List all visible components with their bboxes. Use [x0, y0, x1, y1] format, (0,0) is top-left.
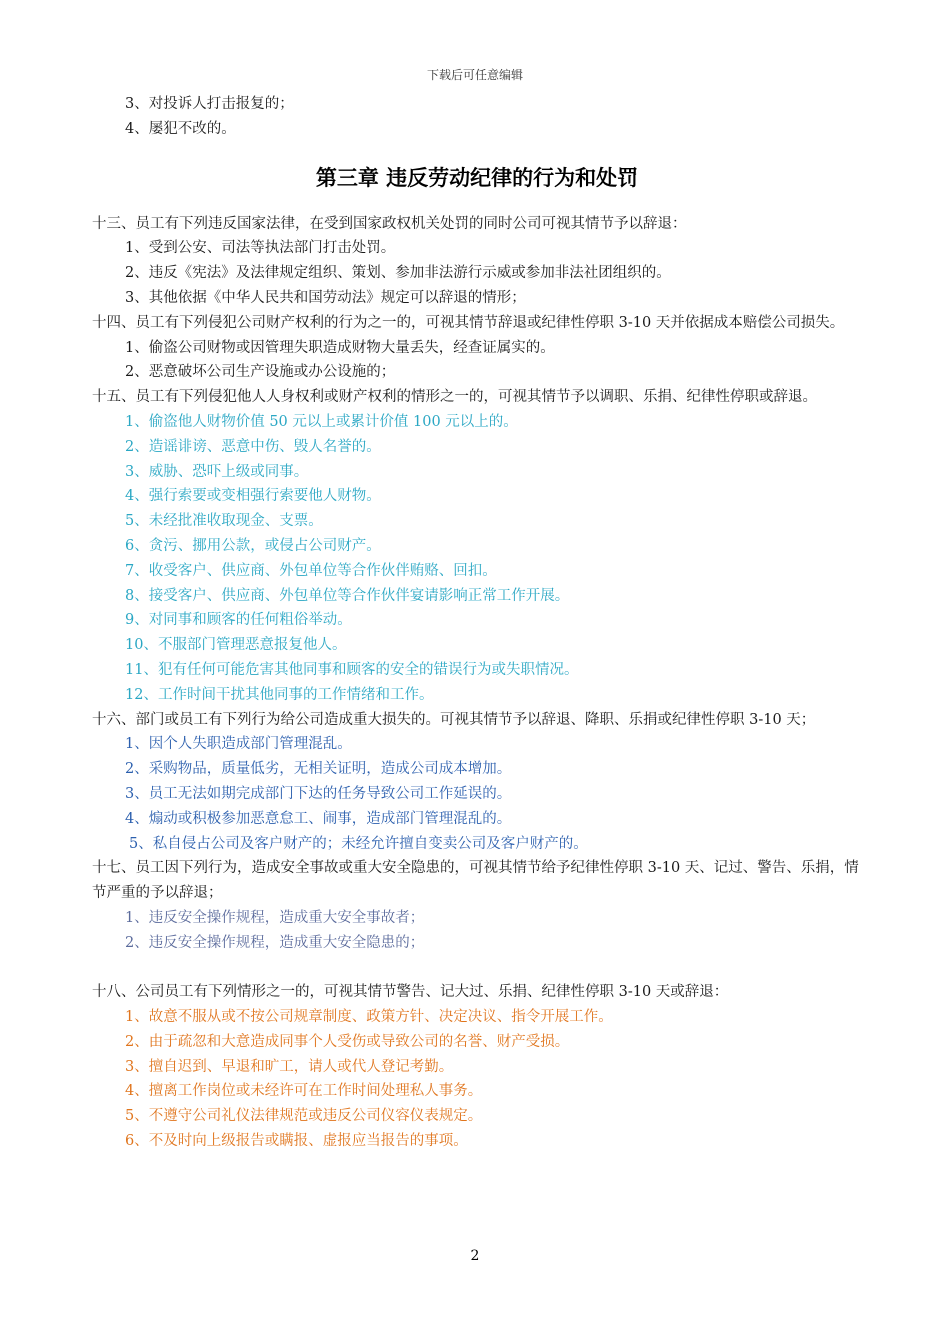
list-item: 3、威胁、恐吓上级或同事。: [125, 463, 309, 480]
list-item: 2、造谣诽谤、恶意中伤、毁人名誉的。: [125, 438, 381, 455]
chapter-title: 第三章 违反劳动纪律的行为和处罚: [315, 165, 639, 190]
section-heading: 十八、公司员工有下列情形之一的，可视其情节警告、记大过、乐捐、纪律性停职 3-10 天或辞退：: [92, 984, 729, 1001]
list-item: 1、偷盗公司财物或因管理失职造成财物大量丢失，经查证属实的。: [125, 339, 555, 356]
list-item: 3、员工无法如期完成部门下达的任务导致公司工作延误的。: [125, 785, 512, 802]
list-item: 2、恶意破坏公司生产设施或办公设施的；: [125, 364, 396, 381]
list-item: 1、偷盗他人财物价值 50 元以上或累计价值 100 元以上的。: [125, 413, 518, 430]
page-number: 2: [470, 1248, 480, 1264]
list-item: 2、违反安全操作规程，造成重大安全隐患的；: [125, 934, 425, 951]
section-heading: 十五、员工有下列侵犯他人人身权利或财产权利的情形之一的，可视其情节予以调职、乐捐、纪律性停职或辞退。: [92, 389, 817, 406]
list-item: 11、犯有任何可能危害其他同事和顾客的安全的错误行为或失职情况。: [125, 661, 579, 678]
list-item: 10、不服部门管理恶意报复他人。: [125, 637, 347, 654]
section-heading: 十七、员工因下列行为，造成安全事故或重大安全隐患的，可视其情节给予纪律性停职 3-10 天、记过、警告、乐捐，情节严重的予以辞退；: [92, 860, 859, 902]
list-item: 4、屡犯不改的。: [125, 120, 236, 137]
list-item: 2、采购物品，质量低劣，无相关证明，造成公司成本增加。: [125, 761, 512, 778]
list-item: 12、工作时间干扰其他同事的工作情绪和工作。: [125, 686, 434, 703]
list-item: 3、擅自迟到、早退和旷工，请人或代人登记考勤。: [125, 1058, 454, 1075]
list-item: 2、违反《宪法》及法律规定组织、策划、参加非法游行示威或参加非法社团组织的。: [125, 265, 671, 282]
list-item: 4、擅离工作岗位或未经许可在工作时间处理私人事务。: [125, 1083, 483, 1100]
list-item: 3、对投诉人打击报复的；: [125, 96, 294, 112]
list-item: 1、故意不服从或不按公司规章制度、政策方针、决定决议、指令开展工作。: [125, 1009, 613, 1026]
list-item: 3、其他依据《中华人民共和国劳动法》规定可以辞退的情形；: [125, 289, 526, 306]
list-item: 5、私自侵占公司及客户财产的；未经允许擅自变卖公司及客户财产的。: [129, 835, 588, 852]
list-item: 7、收受客户、供应商、外包单位等合作伙伴贿赂、回扣。: [125, 562, 497, 579]
list-item: 4、煽动或积极参加恶意怠工、闹事，造成部门管理混乱的。: [125, 810, 512, 827]
list-item: 8、接受客户、供应商、外包单位等合作伙伴宴请影响正常工作开展。: [125, 587, 570, 604]
document-body: [92, 92, 862, 1154]
list-item: 4、强行索要或变相强行索要他人财物。: [125, 488, 381, 505]
list-item: 1、因个人失职造成部门管理混乱。: [125, 736, 352, 753]
list-item: 1、受到公安、司法等执法部门打击处罚。: [125, 240, 396, 257]
blank-line: [92, 956, 862, 981]
list-item: 6、贪污、挪用公款，或侵占公司财产。: [125, 537, 381, 554]
section-heading: 十三、员工有下列违反国家法律，在受到国家政权机关处罚的同时公司可视其情节予以辞退：: [92, 215, 687, 232]
section-heading: 十四、员工有下列侵犯公司财产权利的行为之一的，可视其情节辞退或纪律性停职 3-10 天并依据成本赔偿公司损失。: [92, 314, 845, 331]
list-item: 5、未经批准收取现金、支票。: [125, 513, 323, 530]
list-item: 5、不遵守公司礼仪法律规范或违反公司仪容仪表规定。: [125, 1108, 483, 1125]
section-heading: 十六、部门或员工有下列行为给公司造成重大损失的。可视其情节予以辞退、降职、乐捐或纪律性停职 3-10 天；: [92, 711, 816, 728]
list-item: 2、由于疏忽和大意造成同事个人受伤或导致公司的名誉、财产受损。: [125, 1033, 570, 1050]
list-item: 6、不及时向上级报告或瞒报、虚报应当报告的事项。: [125, 1133, 468, 1150]
page-header: 下载后可任意编辑: [426, 68, 523, 82]
list-item: 9、对同事和顾客的任何粗俗举动。: [125, 612, 352, 629]
list-item: 1、违反安全操作规程，造成重大安全事故者；: [125, 909, 425, 926]
